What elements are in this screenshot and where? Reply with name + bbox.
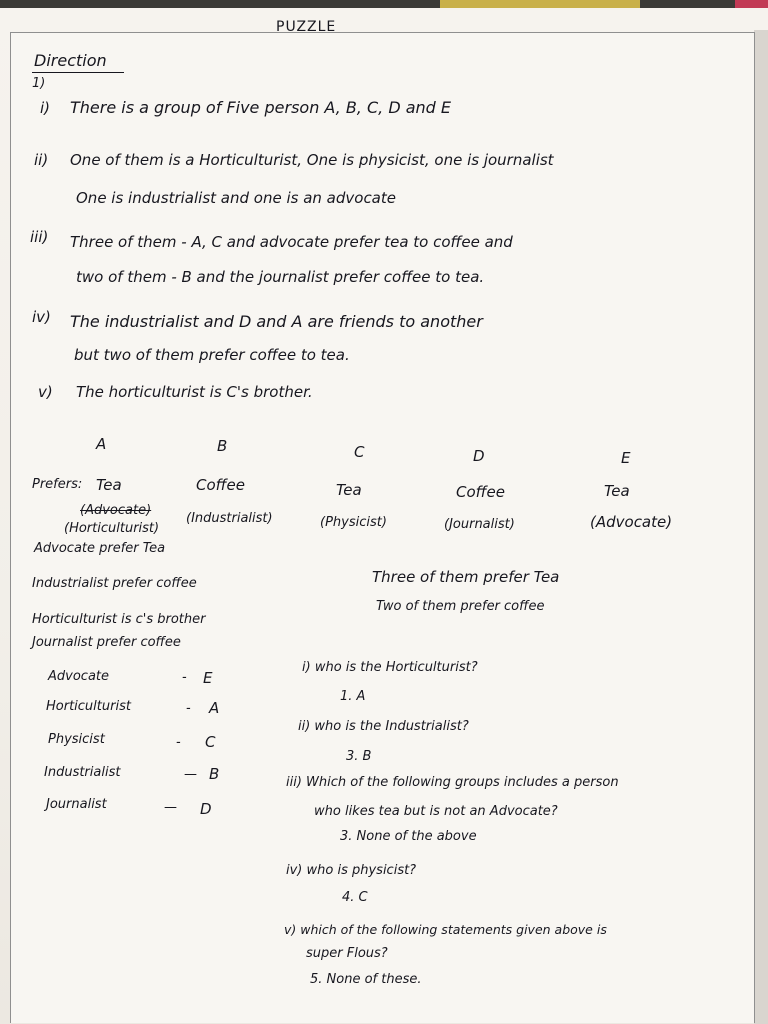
direction-number: 1): [32, 76, 46, 91]
clue-1-num: i): [40, 99, 51, 117]
page-title: PUZZLE: [276, 19, 337, 35]
assign-dash-3: -: [176, 735, 181, 750]
note-journalist: Journalist prefer coffee: [32, 635, 181, 650]
note-three-tea: Three of them prefer Tea: [372, 568, 560, 586]
assign-person-3: C: [205, 733, 216, 751]
answer-2: 3. B: [346, 749, 372, 764]
clue-3-line-1: Three of them - A, C and advocate prefer tea to coffee and: [70, 233, 513, 251]
assign-role-5: Journalist: [46, 797, 107, 812]
drink-a: Tea: [96, 476, 122, 494]
assign-dash-1: -: [182, 670, 187, 685]
clue-5-num: v): [38, 383, 53, 401]
heading-underline: [32, 72, 124, 73]
assign-role-4: Industrialist: [44, 765, 121, 780]
clue-2-line-2: One is industrialist and one is an advocate: [76, 189, 396, 207]
role-c: (Physicist): [320, 515, 387, 530]
clue-4-num: iv): [32, 308, 51, 326]
note-horticulturist: Horticulturist is c's brother: [32, 612, 206, 627]
clue-4-line-1: The industrialist and D and A are friends to another: [70, 312, 483, 331]
answer-5: 5. None of these.: [310, 972, 422, 987]
answer-4: 4. C: [342, 890, 368, 905]
assign-dash-2: -: [186, 701, 191, 716]
person-e: E: [621, 449, 631, 467]
question-5-line-2: super Flous?: [306, 946, 388, 961]
photo-top-strip: [0, 0, 768, 8]
assign-person-5: D: [200, 800, 212, 818]
assign-role-3: Physicist: [48, 732, 105, 747]
assign-role-1: Advocate: [48, 669, 110, 684]
assign-dash-5: —: [164, 800, 177, 815]
assign-person-1: E: [203, 669, 213, 687]
clue-2-num: ii): [34, 151, 49, 169]
clue-2-line-1: One of them is a Horticulturist, One is physicist, one is journalist: [70, 151, 554, 169]
drink-b: Coffee: [196, 476, 245, 494]
clue-3-num: iii): [30, 228, 49, 246]
answer-3: 3. None of the above: [340, 829, 477, 844]
question-3-line-2: who likes tea but is not an Advocate?: [314, 804, 558, 819]
clue-5-line-1: The horticulturist is C's brother.: [76, 383, 313, 401]
assign-person-4: B: [209, 765, 220, 783]
drink-c: Tea: [336, 481, 362, 499]
clue-3-line-2: two of them - B and the journalist prefer coffee to tea.: [76, 268, 485, 286]
drink-e: Tea: [604, 482, 630, 500]
role-d: (Journalist): [444, 517, 515, 532]
note-advocate: Advocate prefer Tea: [34, 541, 166, 556]
prefers-label: Prefers:: [32, 477, 83, 492]
assign-person-2: A: [209, 699, 220, 717]
person-b: B: [217, 437, 228, 455]
role-b: (Industrialist): [186, 511, 273, 526]
person-a: A: [96, 435, 107, 453]
clue-1-line-1: There is a group of Five person A, B, C, D and E: [70, 98, 452, 117]
person-d: D: [473, 447, 485, 465]
question-3-line-1: iii) Which of the following groups includes a person: [286, 775, 619, 790]
question-4: iv) who is physicist?: [286, 863, 417, 878]
question-2: ii) who is the Industrialist?: [298, 719, 469, 734]
role-e: (Advocate): [590, 513, 673, 531]
role-a: (Horticulturist): [64, 521, 160, 536]
person-c: C: [354, 443, 365, 461]
clue-4-line-2: but two of them prefer coffee to tea.: [74, 346, 350, 364]
question-1: i) who is the Horticulturist?: [302, 660, 478, 675]
question-5-line-1: v) which of the following statements given above is: [284, 922, 607, 937]
answer-1: 1. A: [340, 689, 366, 704]
crossed-role-a: (Advocate): [80, 503, 152, 518]
direction-heading: Direction: [34, 51, 107, 70]
paper-edge: [754, 30, 768, 1024]
assign-dash-4: —: [184, 767, 197, 782]
drink-d: Coffee: [456, 483, 505, 501]
note-industrialist: Industrialist prefer coffee: [32, 576, 197, 591]
assign-role-2: Horticulturist: [46, 699, 131, 714]
note-two-coffee: Two of them prefer coffee: [376, 599, 545, 614]
